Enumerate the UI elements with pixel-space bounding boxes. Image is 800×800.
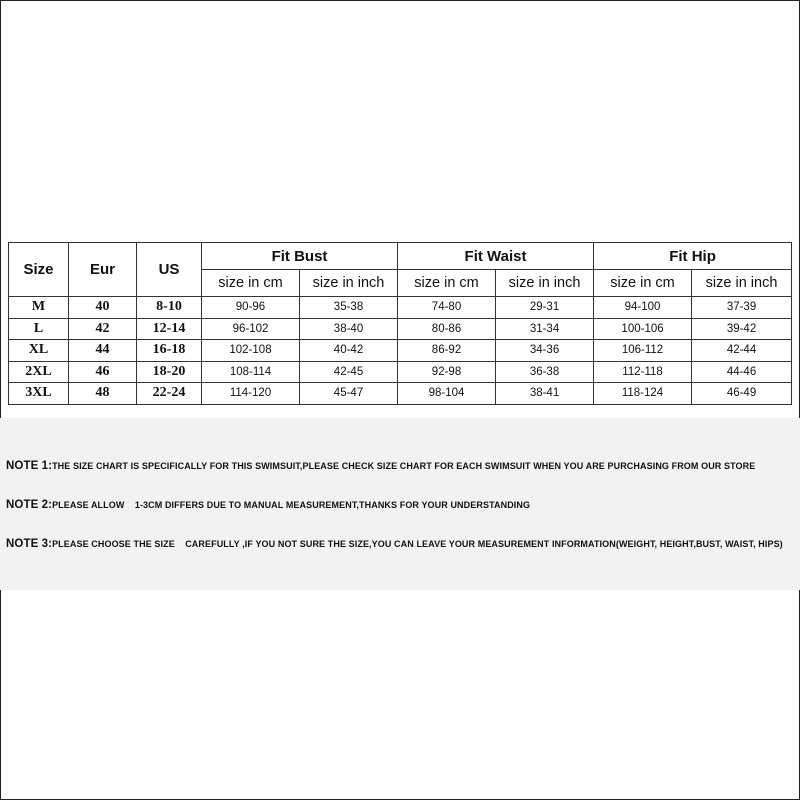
note-text: PLEASE CHOOSE THE SIZE CAREFULLY ,IF YOU NOT SURE THE SIZE,YOU CAN LEAVE YOUR MEASUREMENT INFORMATION(WEIGHT, HEIGHT,BUST, WAIST, HIPS) <box>52 539 783 549</box>
measurement-cell: 94-100 <box>594 297 692 319</box>
measurement-cell: 35-38 <box>300 297 398 319</box>
measurement-cell: 34-36 <box>496 340 594 362</box>
header-fit-hip: Fit Hip <box>594 243 792 270</box>
measurement-cell: 98-104 <box>398 383 496 405</box>
size-cell: M <box>9 297 69 319</box>
subheader-hip-cm: size in cm <box>594 270 692 297</box>
subheader-bust-cm: size in cm <box>202 270 300 297</box>
note-text: THE SIZE CHART IS SPECIFICALLY FOR THIS SWIMSUIT,PLEASE CHECK SIZE CHART FOR EACH SWIMSUIT WHEN YOU ARE PURCHASING FROM OUR STORE <box>52 461 756 471</box>
eur-cell: 46 <box>69 361 137 383</box>
measurement-cell: 108-114 <box>202 361 300 383</box>
measurement-cell: 112-118 <box>594 361 692 383</box>
note-3 <box>6 538 783 550</box>
measurement-cell: 80-86 <box>398 318 496 340</box>
subheader-bust-inch: size in inch <box>300 270 398 297</box>
table-row <box>9 318 792 340</box>
header-eur: Eur <box>69 243 137 297</box>
measurement-cell: 74-80 <box>398 297 496 319</box>
us-cell: 8-10 <box>137 297 202 319</box>
measurement-cell: 38-40 <box>300 318 398 340</box>
eur-cell: 48 <box>69 383 137 405</box>
us-cell: 22-24 <box>137 383 202 405</box>
eur-cell: 40 <box>69 297 137 319</box>
eur-cell: 42 <box>69 318 137 340</box>
us-cell: 12-14 <box>137 318 202 340</box>
note-1 <box>6 460 755 472</box>
note-2 <box>6 499 530 511</box>
subheader-waist-cm: size in cm <box>398 270 496 297</box>
measurement-cell: 106-112 <box>594 340 692 362</box>
eur-cell: 44 <box>69 340 137 362</box>
measurement-cell: 42-45 <box>300 361 398 383</box>
measurement-cell: 86-92 <box>398 340 496 362</box>
measurement-cell: 38-41 <box>496 383 594 405</box>
us-cell: 18-20 <box>137 361 202 383</box>
measurement-cell: 31-34 <box>496 318 594 340</box>
size-cell: 2XL <box>9 361 69 383</box>
measurement-cell: 46-49 <box>692 383 792 405</box>
measurement-cell: 102-108 <box>202 340 300 362</box>
measurement-cell: 42-44 <box>692 340 792 362</box>
table-row <box>9 361 792 383</box>
measurement-cell: 37-39 <box>692 297 792 319</box>
size-cell: XL <box>9 340 69 362</box>
measurement-cell: 39-42 <box>692 318 792 340</box>
subheader-waist-inch: size in inch <box>496 270 594 297</box>
measurement-cell: 40-42 <box>300 340 398 362</box>
size-cell: 3XL <box>9 383 69 405</box>
measurement-cell: 36-38 <box>496 361 594 383</box>
measurement-cell: 44-46 <box>692 361 792 383</box>
subheader-hip-inch: size in inch <box>692 270 792 297</box>
header-fit-bust: Fit Bust <box>202 243 398 270</box>
header-size: Size <box>9 243 69 297</box>
table-row <box>9 383 792 405</box>
table-row <box>9 340 792 362</box>
measurement-cell: 100-106 <box>594 318 692 340</box>
size-chart-table <box>8 242 792 405</box>
size-cell: L <box>9 318 69 340</box>
note-label: NOTE 3: <box>6 538 53 550</box>
note-label: NOTE 2: <box>6 499 53 511</box>
measurement-cell: 118-124 <box>594 383 692 405</box>
measurement-cell: 114-120 <box>202 383 300 405</box>
note-label: NOTE 1: <box>6 460 53 472</box>
measurement-cell: 45-47 <box>300 383 398 405</box>
measurement-cell: 29-31 <box>496 297 594 319</box>
header-fit-waist: Fit Waist <box>398 243 594 270</box>
measurement-cell: 96-102 <box>202 318 300 340</box>
us-cell: 16-18 <box>137 340 202 362</box>
note-text: PLEASE ALLOW 1-3CM DIFFERS DUE TO MANUAL MEASUREMENT,THANKS FOR YOUR UNDERSTANDING <box>52 500 531 510</box>
measurement-cell: 92-98 <box>398 361 496 383</box>
measurement-cell: 90-96 <box>202 297 300 319</box>
table-row <box>9 297 792 319</box>
header-us: US <box>137 243 202 297</box>
